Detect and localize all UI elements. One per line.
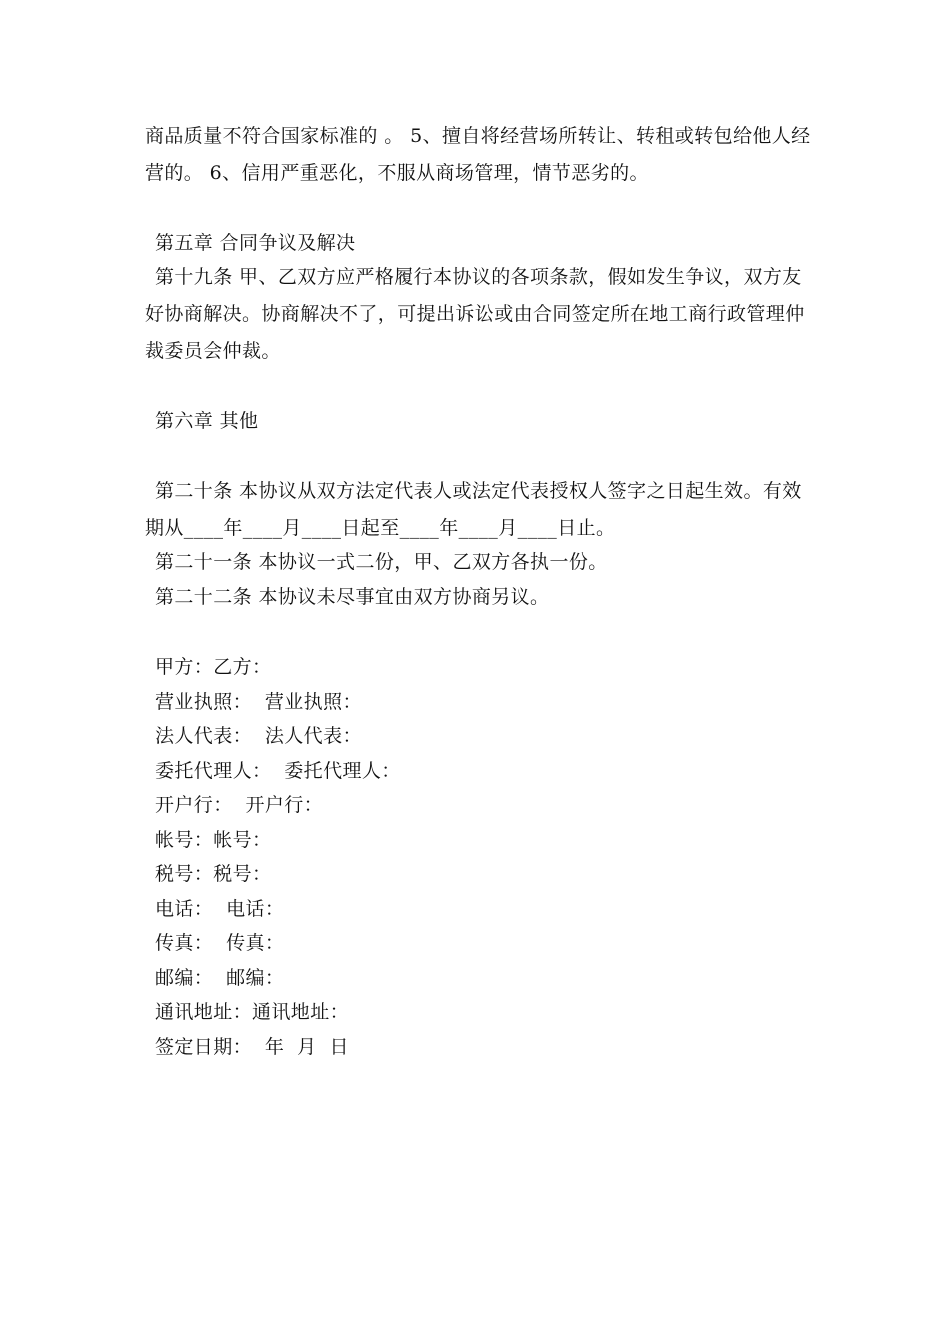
article-line: 第二十二条 本协议未尽事宜由双方协商另议。: [155, 586, 550, 608]
article-line: 第十九条 甲、乙双方应严格履行本协议的各项条款，假如发生争议，双方友: [155, 266, 802, 288]
article-line: 期从____年____月____日起至____年____月____日止。: [145, 517, 616, 539]
signature-field: 电话： 电话：: [155, 898, 285, 920]
signature-field: 委托代理人： 委托代理人：: [155, 760, 401, 782]
chapter-heading: 第五章 合同争议及解决: [155, 232, 356, 254]
signature-field: 税号：税号：: [155, 863, 272, 885]
article-line: 裁委员会仲裁。: [145, 340, 281, 362]
signature-field: 邮编： 邮编：: [155, 967, 285, 989]
article-line: 好协商解决。协商解决不了，可提出诉讼或由合同签定所在地工商行政管理仲: [145, 303, 805, 325]
paragraph-line: 商品质量不符合国家标准的 。 5、擅自将经营场所转让、转租或转包给他人经: [145, 125, 811, 147]
signature-field: 传真： 传真：: [155, 932, 285, 954]
chapter-heading: 第六章 其他: [155, 410, 259, 432]
signature-field: 帐号：帐号：: [155, 829, 272, 851]
article-line: 第二十一条 本协议一式二份，甲、乙双方各执一份。: [155, 551, 608, 573]
signature-field: 开户行： 开户行：: [155, 794, 324, 816]
paragraph-line: 营的。 6、信用严重恶化，不服从商场管理，情节恶劣的。: [145, 162, 649, 184]
signature-field: 通讯地址：通讯地址：: [155, 1001, 350, 1023]
signature-field: 法人代表： 法人代表：: [155, 725, 362, 747]
signature-field: 营业执照： 营业执照：: [155, 691, 362, 713]
signature-field: 甲方：乙方：: [155, 656, 272, 678]
article-line: 第二十条 本协议从双方法定代表人或法定代表授权人签字之日起生效。有效: [155, 480, 802, 502]
signature-field: 签定日期： 年 月 日: [155, 1036, 349, 1058]
